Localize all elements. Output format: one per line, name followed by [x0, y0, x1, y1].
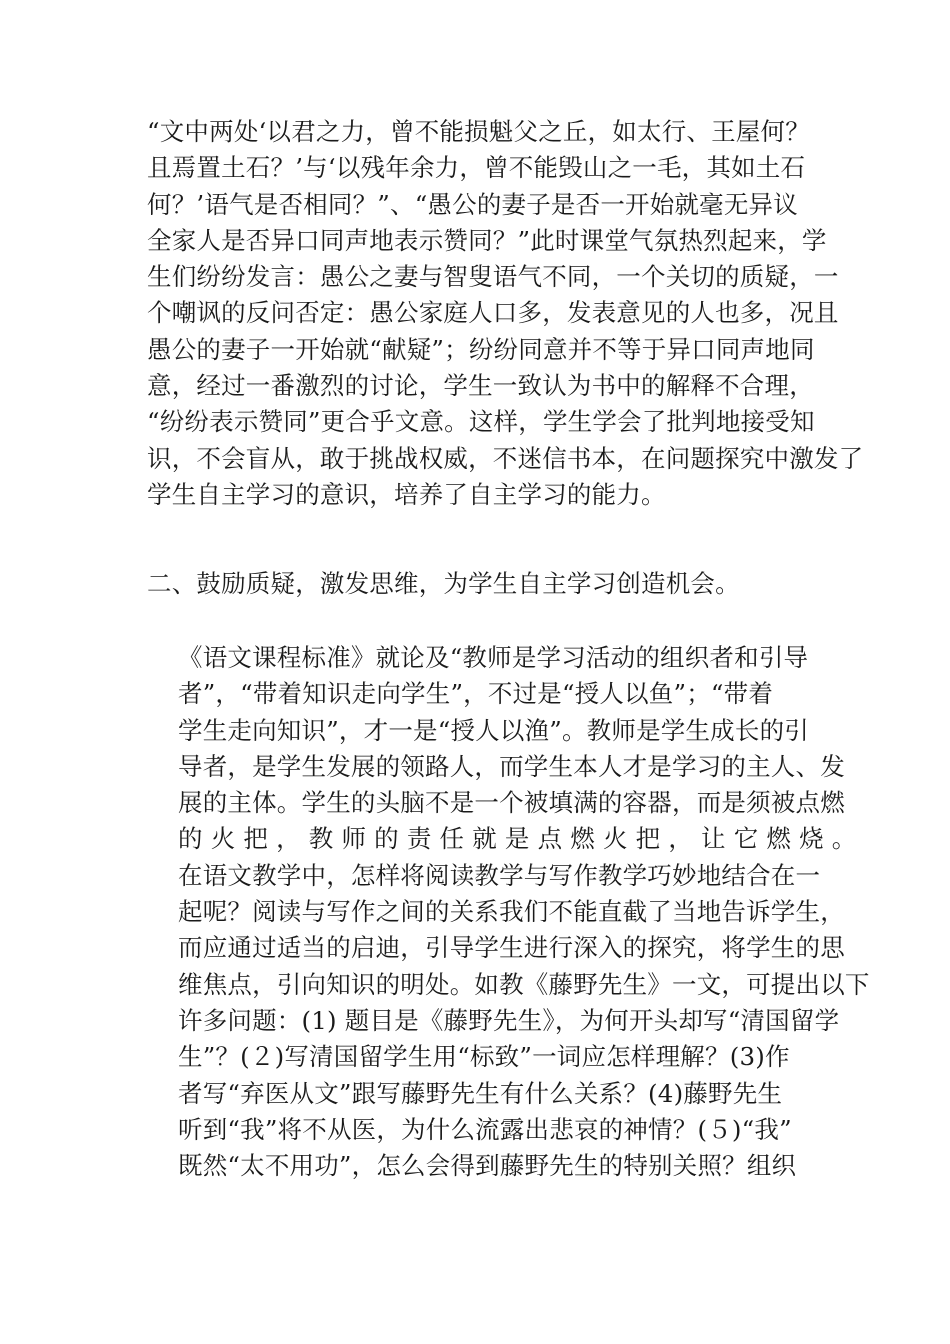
text-line: 者写“弃医从文”跟写藤野先生有什么关系？(4)藤野先生	[178, 1078, 783, 1108]
text-line: 维焦点，引向知识的明处。如教《藤野先生》一文，可提出以下	[178, 969, 870, 999]
section-heading: 二、鼓励质疑，激发思维，为学生自主学习创造机会。	[147, 569, 740, 598]
text-line: 且焉置土石？’与‘以残年余力，曾不能毁山之一毛，其如土石	[147, 153, 806, 183]
text-line: 的 火 把 ， 教 师 的 责 任 就 是 点 燃 火 把 ， 让 它 燃 烧 。	[178, 824, 857, 854]
text-line: 全家人是否异口同声地表示赞同？”此时课堂气氛热烈起来，学	[147, 225, 827, 255]
text-line: 何？’语气是否相同？”、“愚公的妻子是否一开始就毫无异议	[147, 189, 798, 219]
text-line: 个嘲讽的反问否定：愚公家庭人口多，发表意见的人也多，况且	[147, 298, 839, 328]
text-line: 听到“我”将不从医，为什么流露出悲哀的神情？(５)“我”	[178, 1114, 792, 1144]
text-line: 在语文教学中，怎样将阅读教学与写作教学巧妙地结合在一	[178, 860, 821, 890]
text-line: 意，经过一番激烈的讨论，学生一致认为书中的解释不合理，	[147, 371, 814, 401]
text-line: 生们纷纷发言：愚公之妻与智叟语气不同，一个关切的质疑，一	[147, 262, 839, 292]
text-line: 学生自主学习的意识，培养了自主学习的能力。	[147, 479, 666, 509]
text-line: 学生走向知识”，才一是“授人以渔”。教师是学生成长的引	[178, 715, 809, 745]
paragraph-1	[147, 114, 864, 513]
text-line: 而应通过适当的启迪，引导学生进行深入的探究，将学生的思	[178, 933, 845, 963]
text-line: 愚公的妻子一开始就“献疑”；纷纷同意并不等于异口同声地同	[147, 334, 815, 364]
text-line: “文中两处‘以君之力，曾不能损魁父之丘，如太行、王屋何？	[147, 117, 810, 146]
text-line: 生”？(２)写清国留学生用“标致”一词应怎样理解？(3)作	[178, 1042, 790, 1072]
text-line: 既然“太不用功”，怎么会得到藤野先生的特别关照？组织	[178, 1151, 797, 1181]
paragraph-2	[178, 640, 870, 1184]
text-line: 导者，是学生发展的领路人，而学生本人才是学习的主人、发	[178, 751, 845, 781]
text-line: 许多问题：(1) 题目是《藤野先生》，为何开头却写“清国留学	[178, 1005, 840, 1035]
text-line: 展的主体。学生的头脑不是一个被填满的容器，而是须被点燃	[178, 788, 845, 818]
text-line: 《语文课程标准》就论及“教师是学习活动的组织者和引导	[178, 643, 809, 672]
text-line: 者”，“带着知识走向学生”，不过是“授人以鱼”；“带着	[178, 679, 774, 709]
text-line: 起呢？阅读与写作之间的关系我们不能直截了当地告诉学生，	[178, 897, 845, 927]
text-line: “纷纷表示赞同”更合乎文意。这样，学生学会了批判地接受知	[147, 407, 815, 437]
text-line: 识，不会盲从，敢于挑战权威，不迷信书本，在问题探究中激发了	[147, 443, 864, 473]
